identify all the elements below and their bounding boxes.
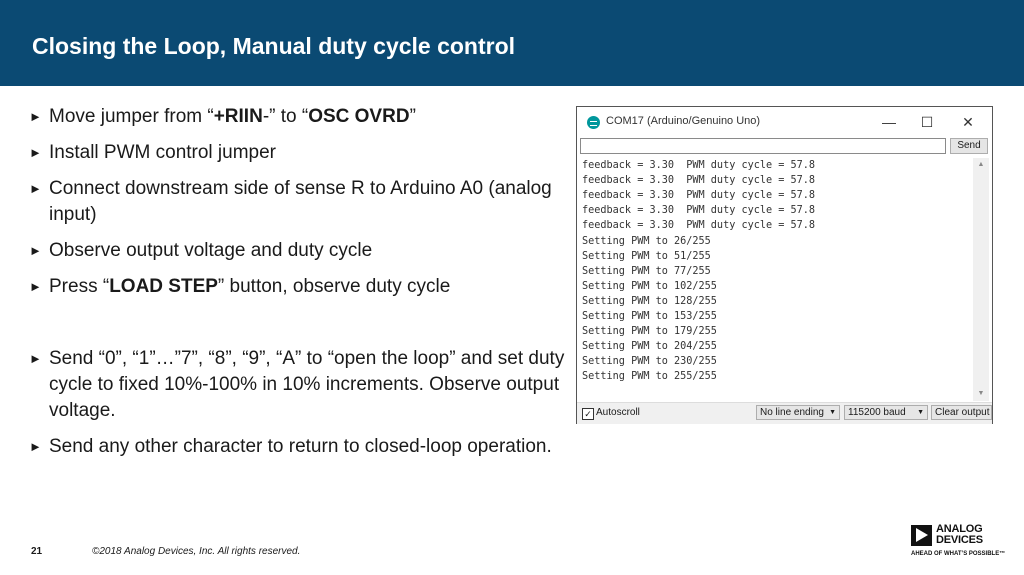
slide-title: Closing the Loop, Manual duty cycle control <box>32 33 516 59</box>
line-ending-select[interactable] <box>756 405 840 420</box>
serial-output-line: Setting PWM to 230/255 <box>582 356 717 368</box>
line-ending-value: No line ending <box>760 407 824 418</box>
autoscroll-label: Autoscroll <box>596 407 640 418</box>
bullet-text: Move jumper from “ <box>49 106 214 127</box>
bullet-bold-text: LOAD STEP <box>109 276 218 297</box>
bullet-load-step <box>29 274 579 300</box>
clear-output-button[interactable]: Clear output <box>931 405 992 420</box>
maximize-icon[interactable]: ☐ <box>920 114 934 130</box>
bullet-closed-loop <box>29 434 579 460</box>
serial-output-line: Setting PWM to 51/255 <box>582 250 711 262</box>
bullet-bold-text: +RIIN <box>213 106 263 127</box>
serial-output-area[interactable] <box>580 158 973 401</box>
bullet-text: Observe output voltage and duty cycle <box>49 240 373 261</box>
bullet-text: ” <box>409 106 416 127</box>
copyright-notice: ©2018 Analog Devices, Inc. All rights reserved. <box>92 546 301 557</box>
logo-line-2: DEVICES <box>936 534 983 546</box>
serial-output-line: Setting PWM to 77/255 <box>582 265 711 277</box>
serial-output-line: feedback = 3.30 PWM duty cycle = 57.8 <box>582 190 816 202</box>
arduino-icon <box>587 116 600 129</box>
serial-output-line: Setting PWM to 26/255 <box>582 235 711 247</box>
minimize-icon[interactable]: — <box>882 114 896 130</box>
serial-output-line: feedback = 3.30 PWM duty cycle = 57.8 <box>582 220 816 232</box>
logo-triangle-icon <box>911 525 932 546</box>
slide-header <box>0 0 1024 86</box>
analog-devices-logo <box>911 523 1006 561</box>
serial-output-line: Setting PWM to 153/255 <box>582 311 717 322</box>
bullet-arrow-icon: ► <box>29 145 42 160</box>
baud-rate-select[interactable] <box>844 405 928 420</box>
bullet-arrow-icon: ► <box>29 279 42 294</box>
serial-output-line: feedback = 3.30 PWM duty cycle = 57.8 <box>582 160 816 171</box>
serial-output-line: Setting PWM to 102/255 <box>582 280 717 292</box>
chevron-down-icon: ▼ <box>829 409 836 416</box>
close-icon[interactable]: ✕ <box>962 114 974 130</box>
bullet-text: ” button, observe duty cycle <box>217 276 451 297</box>
logo-line-1: ANALOG <box>936 523 983 535</box>
monitor-bottom-bar <box>577 402 992 424</box>
bullet-text: Send “0”, “1”…”7”, “8”, “9”, “A” to “open the loop” and set duty cycle to fixed 10%-100% in 10% increments. Observe output voltage. <box>49 348 565 421</box>
bullet-text: Install PWM control jumper <box>49 142 277 163</box>
page-number: 21 <box>31 546 43 557</box>
bullet-text: Press “ <box>49 276 110 297</box>
logo-wordmark <box>936 524 983 546</box>
scroll-down-icon[interactable]: ▼ <box>977 390 985 397</box>
serial-output-line: feedback = 3.30 PWM duty cycle = 57.8 <box>582 205 816 217</box>
serial-output-line: Setting PWM to 128/255 <box>582 295 717 307</box>
baud-rate-value: 115200 baud <box>848 407 906 418</box>
window-titlebar[interactable] <box>577 107 992 137</box>
bullet-observe-output <box>29 238 579 264</box>
serial-output-line: Setting PWM to 179/255 <box>582 326 717 338</box>
command-row <box>580 138 988 156</box>
scroll-up-icon[interactable]: ▲ <box>977 161 985 168</box>
bullet-text: Connect downstream side of sense R to Arduino A0 (analog input) <box>49 178 552 225</box>
bullet-bold-text: OSC OVRD <box>308 106 410 127</box>
bullet-connect-sense <box>29 176 579 228</box>
serial-monitor-window <box>576 106 993 424</box>
bullet-open-loop <box>29 346 579 424</box>
bullet-arrow-icon: ► <box>29 351 42 366</box>
serial-output-line: Setting PWM to 255/255 <box>582 371 717 383</box>
bullet-arrow-icon: ► <box>29 109 42 124</box>
vertical-scrollbar[interactable] <box>973 158 989 401</box>
bullet-text: -” to “ <box>262 106 309 127</box>
logo-tagline: AHEAD OF WHAT’S POSSIBLE™ <box>911 551 1006 557</box>
bullet-install-jumper <box>29 140 579 166</box>
bullet-text: Send any other character to return to closed-loop operation. <box>49 436 552 457</box>
chevron-down-icon: ▼ <box>917 409 924 416</box>
window-title: COM17 (Arduino/Genuino Uno) <box>606 115 761 127</box>
serial-output-line: Setting PWM to 204/255 <box>582 341 717 353</box>
serial-output-line: feedback = 3.30 PWM duty cycle = 57.8 <box>582 175 816 187</box>
serial-command-input[interactable] <box>580 138 946 154</box>
bullet-arrow-icon: ► <box>29 243 42 258</box>
bullet-move-jumper <box>29 104 579 130</box>
bullet-arrow-icon: ► <box>29 181 42 196</box>
bullet-arrow-icon: ► <box>29 439 42 454</box>
autoscroll-checkbox[interactable]: ✓ <box>582 408 594 420</box>
send-button[interactable]: Send <box>950 138 988 154</box>
